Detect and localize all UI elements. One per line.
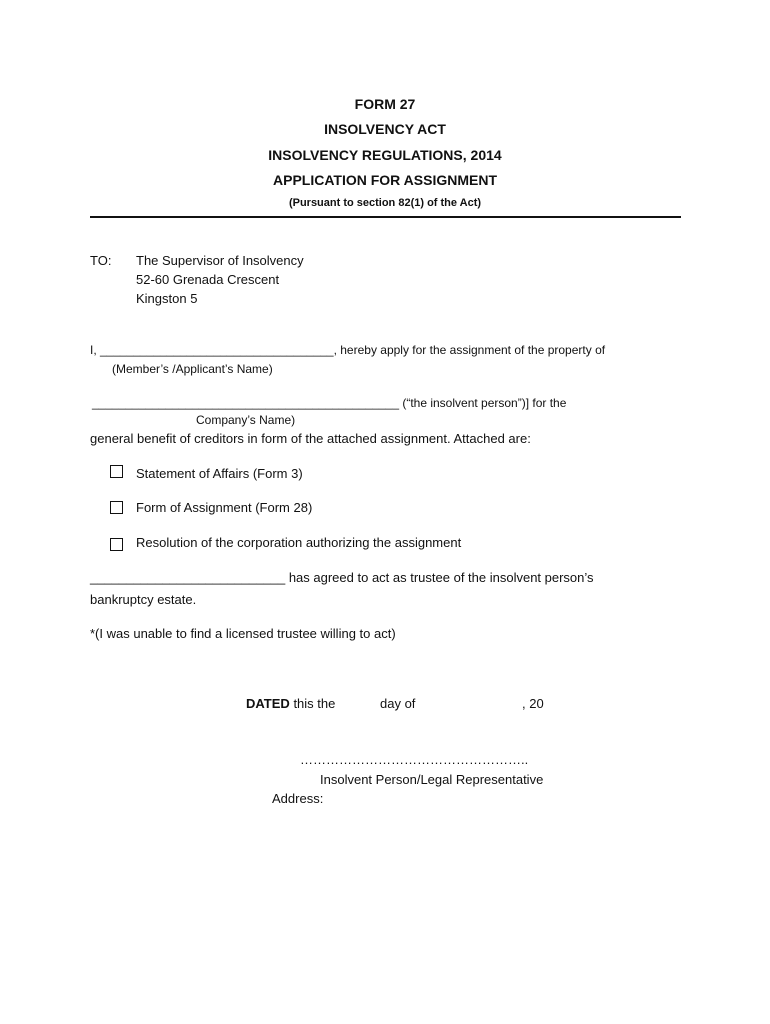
trustee-line: ___________________________ has agreed to act as trustee of the insolvent person’s bbox=[90, 570, 594, 585]
company-caption: Company’s Name) bbox=[196, 413, 296, 427]
dated-this-the: this the bbox=[293, 696, 336, 711]
attachment-label-1: Statement of Affairs (Form 3) bbox=[136, 466, 303, 481]
benefit-line: general benefit of creditors in form of the attached assignment. Attached are: bbox=[90, 431, 531, 446]
addressee-line3: Kingston 5 bbox=[136, 291, 198, 306]
regulations-title: INSOLVENCY REGULATIONS, 2014 bbox=[268, 147, 502, 163]
header-divider bbox=[90, 216, 681, 218]
address-label: Address: bbox=[272, 791, 324, 806]
applicant-caption: (Member’s /Applicant’s Name) bbox=[112, 362, 273, 376]
attachment-checkbox-2[interactable] bbox=[110, 501, 123, 514]
addressee-line2: 52-60 Grenada Crescent bbox=[136, 272, 280, 287]
trustee-line2: bankruptcy estate. bbox=[90, 592, 197, 607]
company-line: ______________________________________________ (“the insolvent person”)] for the bbox=[92, 396, 567, 410]
dated-year: , 20 bbox=[522, 696, 544, 711]
pursuant-note: (Pursuant to section 82(1) of the Act) bbox=[288, 197, 482, 209]
signature-line: …………………………………………….. bbox=[300, 752, 529, 767]
form-number: FORM 27 bbox=[354, 96, 416, 112]
attachment-checkbox-3[interactable] bbox=[110, 538, 123, 551]
to-label: TO: bbox=[90, 253, 112, 268]
page-title: APPLICATION FOR ASSIGNMENT bbox=[273, 172, 497, 188]
attachment-label-3: Resolution of the corporation authorizing the assignment bbox=[136, 535, 462, 550]
dated-word: DATED bbox=[246, 696, 290, 711]
signature-caption: Insolvent Person/Legal Representative bbox=[320, 772, 544, 787]
addressee-line1: The Supervisor of Insolvency bbox=[136, 253, 304, 268]
act-title: INSOLVENCY ACT bbox=[324, 121, 446, 137]
trustee-note: *(I was unable to find a licensed trustee willing to act) bbox=[90, 626, 396, 641]
applicant-line: I, ___________________________________, hereby apply for the assignment of the property of bbox=[90, 343, 606, 357]
dated-day-of: day of bbox=[380, 696, 416, 711]
dated-line bbox=[246, 696, 335, 711]
attachment-checkbox-1[interactable] bbox=[110, 465, 123, 478]
attachment-label-2: Form of Assignment (Form 28) bbox=[136, 500, 313, 515]
